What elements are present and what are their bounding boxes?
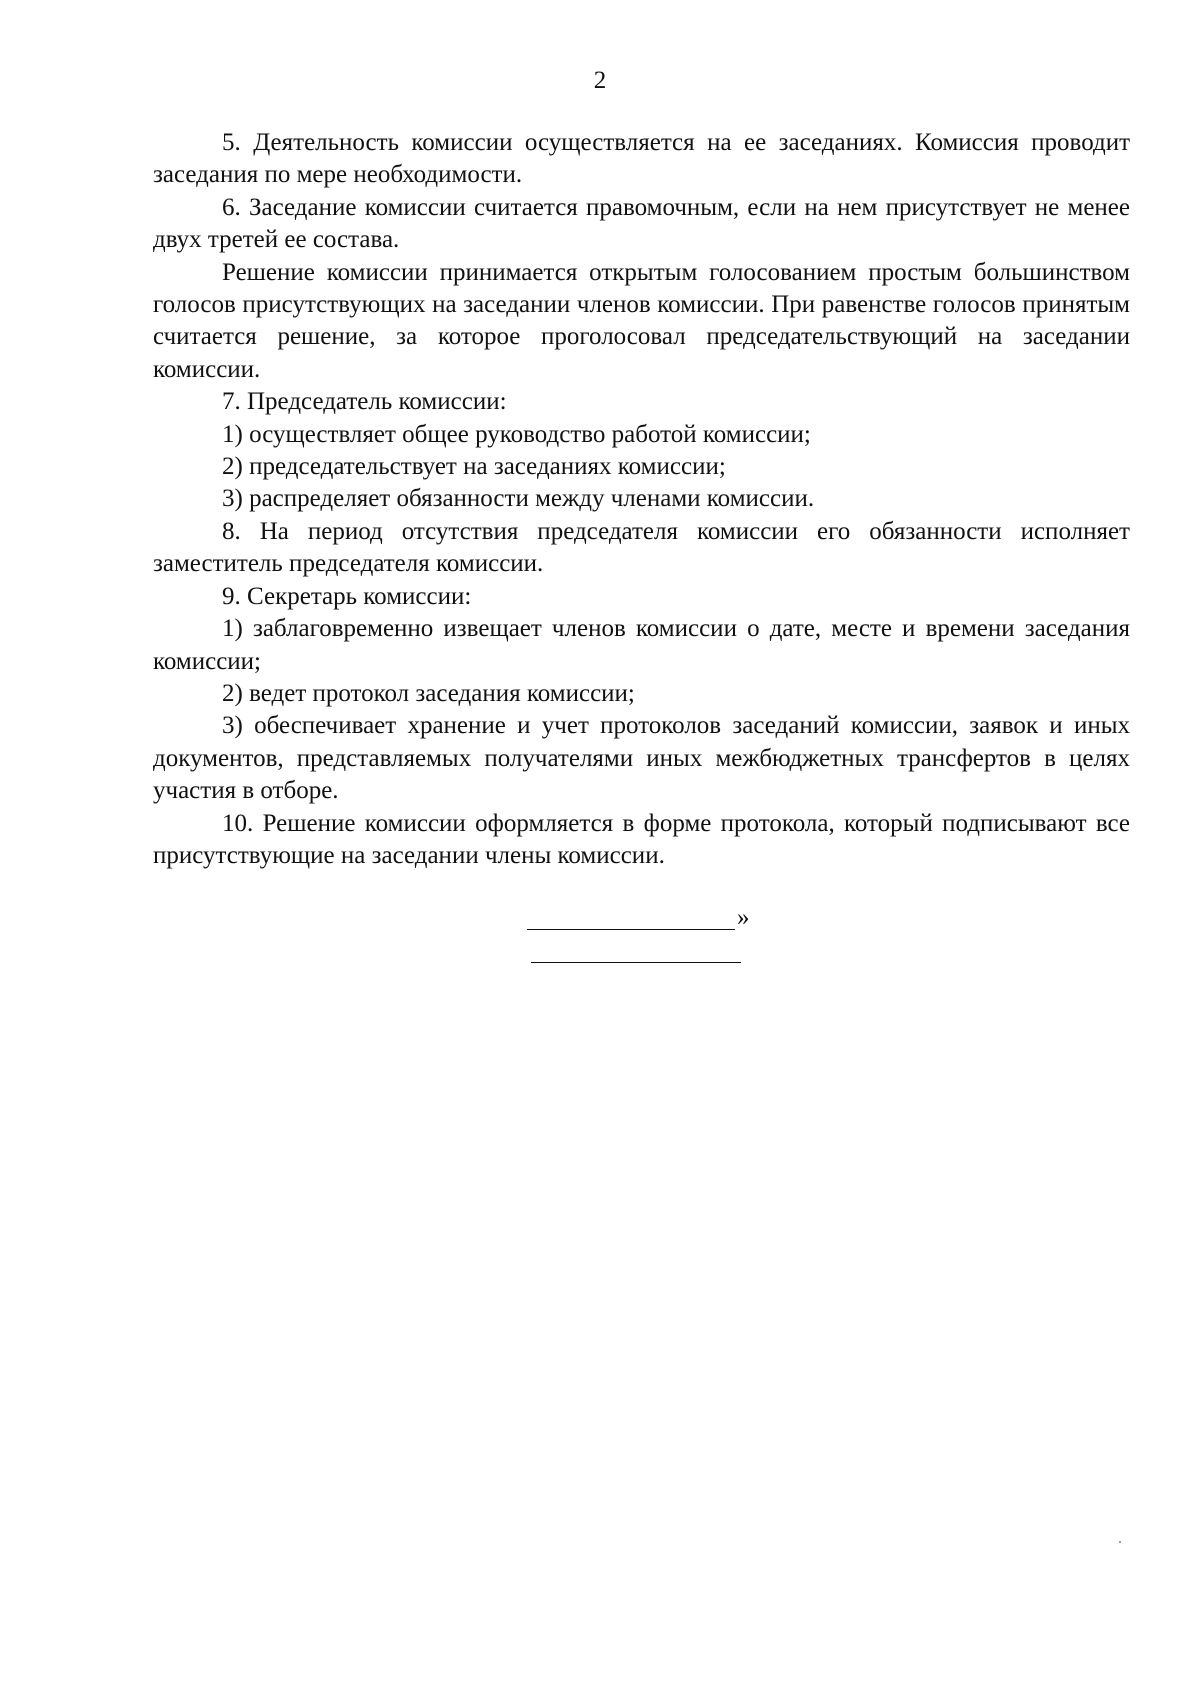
secretary-duty-2: 2) ведет протокол заседания комиссии;: [222, 679, 635, 707]
page-number: 2: [593, 67, 607, 94]
closing-mark: [527, 897, 787, 937]
end-separator-line: [531, 962, 741, 963]
paragraph-9-secretary: 9. Секретарь комиссии:: [222, 582, 472, 610]
paragraph-8-deputy: 8. На период отсутствия председателя комиссии его обязанности исполняет заместитель председателя комиссии.: [153, 517, 1130, 578]
chairman-duty-2: 2) председательствует на заседаниях комиссии;: [222, 453, 726, 481]
chairman-duty-1: 1) осуществляет общее руководство работой комиссии;: [222, 420, 811, 448]
scan-speck: [1119, 1541, 1121, 1543]
paragraph-10-protocol: 10. Решение комиссии оформляется в форме протокола, который подписывают все присутствующие на заседании члены комиссии.: [153, 809, 1130, 869]
secretary-duty-1: 1) заблаговременно извещает членов комиссии о дате, месте и времени заседания комиссии;: [153, 615, 1130, 675]
secretary-duty-3: 3) обеспечивает хранение и учет протоколов заседаний комиссии, заявок и иных документов, представляемых получателями иных межбюджетных трансфертов в целях участия в отборе.: [153, 712, 1130, 805]
paragraph-decision-voting: Решение комиссии принимается открытым голосованием простым большинством голосов присутствующих на заседании членов комиссии. При равенстве голосов принятым считается решение, за которое проголосовал председательствующий на заседании комиссии.: [153, 258, 1130, 383]
closing-quote: »: [737, 904, 750, 931]
paragraph-7-chairman: 7. Председатель комиссии:: [222, 388, 507, 416]
chairman-duty-3: 3) распределяет обязанности между членами комиссии.: [222, 485, 815, 513]
paragraph-5-activity: 5. Деятельность комиссии осуществляется на ее заседаниях. Комиссия проводит заседания по мере необходимости.: [153, 129, 1130, 189]
closing-underline: [527, 929, 735, 930]
paragraph-6-quorum: 6. Заседание комиссии считается правомочным, если на нем присутствует не менее двух третей ее состава.: [153, 193, 1130, 254]
document-body: [153, 127, 1130, 872]
